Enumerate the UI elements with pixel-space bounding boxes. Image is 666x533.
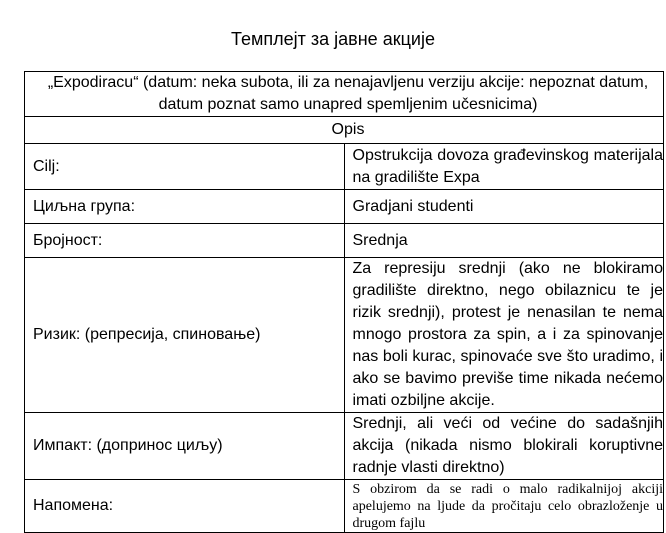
table-row-target-group [25,190,664,224]
label-target-group: Циљна група: [25,190,345,224]
table-row-risk [25,258,664,413]
table-row-note [25,480,664,533]
table-row-impact [25,413,664,480]
action-header-cell: „Expodiracu“ (datum: neka subota, ili za nenajavljenu verziju akcije: nepoznat datum, datum poznat samo unapred spemljenim učesnicima) [25,72,664,117]
value-risk: Za represiju srednji (ako ne blokiramo gradilište direktno, nego obilaznicu te je rizik srednji), protest je nenasilan te nema mnogo prostora za spin, a i za spinovanje nas boli kurac, spinovaće sve što uradimo, i ako se bavimo previše time nikada nećemo imati ozbiljne akcije. [344,258,664,413]
table-row-cilj [25,144,664,190]
value-impact: Srednji, ali veći od većine do sadašnjih akcija (nikada nismo blokirali koruptivne radnje vlasti direktno) [344,413,664,480]
table-header-row [25,72,664,117]
label-impact: Импакт: (допринос циљу) [25,413,345,480]
label-risk: Ризик: (репресија, спиновање) [25,258,345,413]
section-label-opis: Opis [25,117,664,144]
action-template-table [24,71,664,533]
label-cilj: Cilj: [25,144,345,190]
value-size: Srednja [344,224,664,258]
value-note: S obzirom da se radi o malo radikalnijoj akciji apelujemo na ljude da pročitaju celo obrazloženje u drugom fajlu [344,480,664,533]
label-size: Бројност: [25,224,345,258]
value-cilj: Opstrukcija dovoza građevinskog materijala na gradilište Expa [344,144,664,190]
section-row [25,117,664,144]
value-target-group: Gradjani studenti [344,190,664,224]
label-note: Напомена: [25,480,345,533]
document-title: Темплејт за јавне акције [231,29,435,49]
table-row-size [25,224,664,258]
